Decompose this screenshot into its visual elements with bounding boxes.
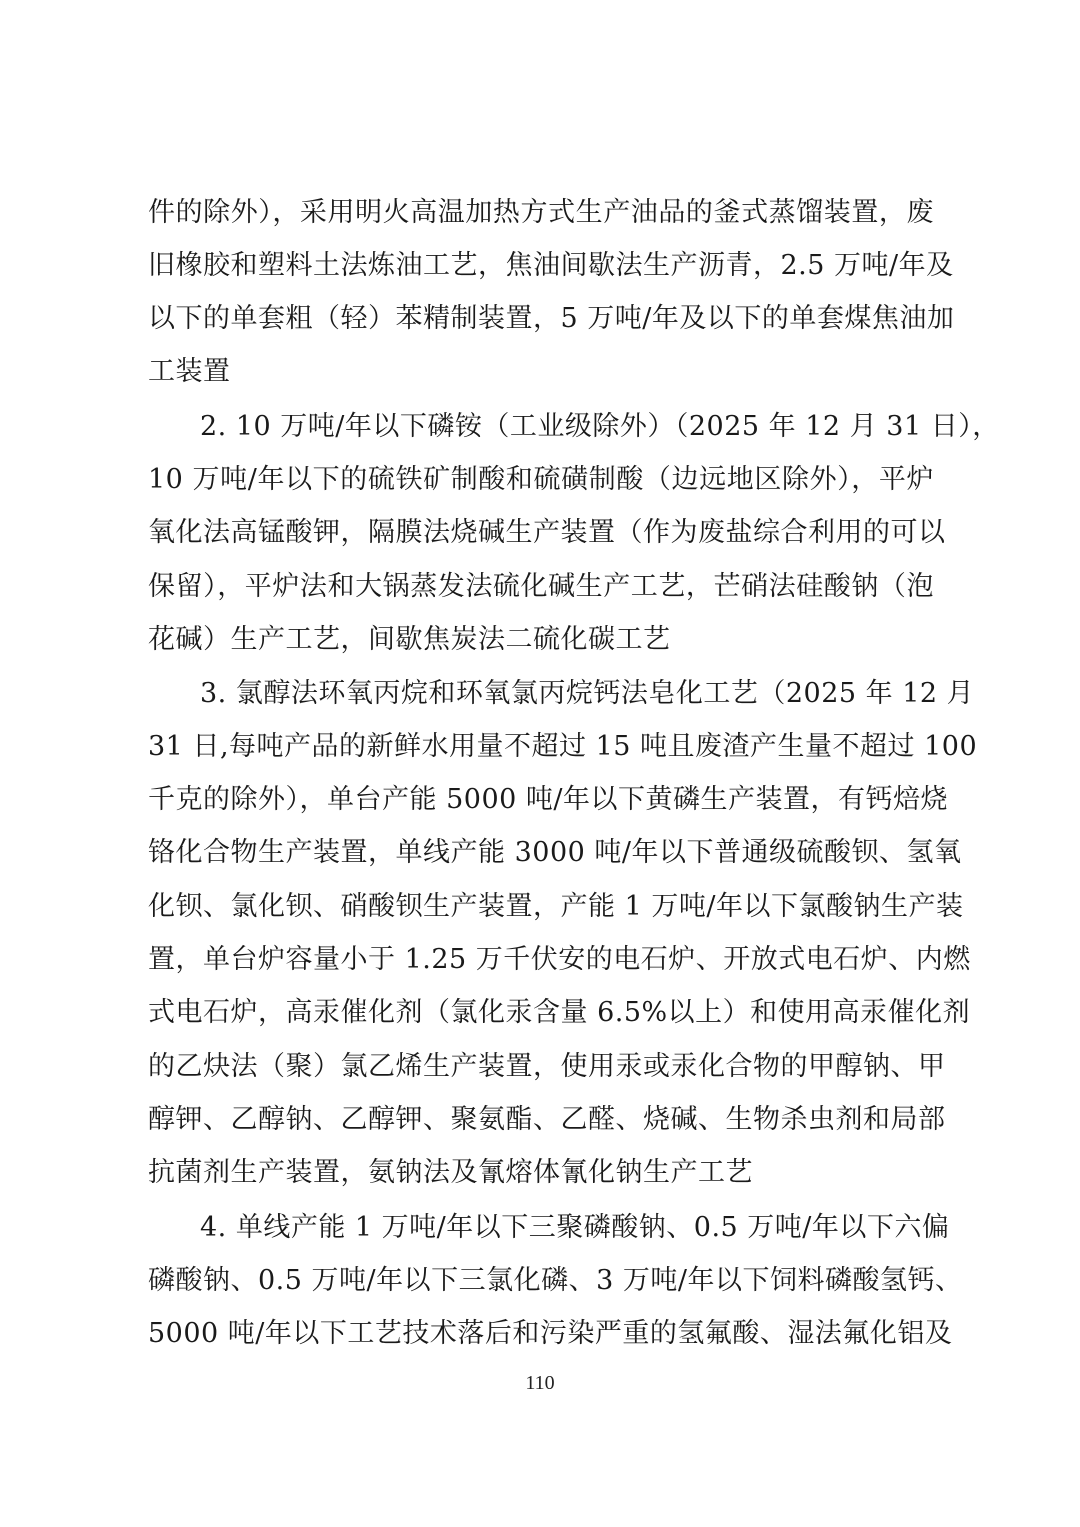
paragraph-start-line: 4. 单线产能 1 万吨/年以下三聚磷酸钠、0.5 万吨/年以下六偏 — [200, 1212, 950, 1243]
text-line: 5000 吨/年以下工艺技术落后和污染严重的氢氟酸、湿法氟化铝及 — [148, 1318, 953, 1349]
text-line: 式电石炉，高汞催化剂（氯化汞含量 6.5%以上）和使用高汞催化剂 — [148, 997, 971, 1028]
text-line: 10 万吨/年以下的硫铁矿制酸和硫磺制酸（边远地区除外），平炉 — [148, 464, 934, 495]
text-line: 保留），平炉法和大锅蒸发法硫化碱生产工艺，芒硝法硅酸钠（泡 — [148, 571, 934, 602]
text-line: 的乙炔法（聚）氯乙烯生产装置，使用汞或汞化合物的甲醇钠、甲 — [148, 1051, 946, 1082]
text-line: 氧化法高锰酸钾，隔膜法烧碱生产装置（作为废盐综合利用的可以 — [148, 517, 946, 548]
paragraph-start-line: 3. 氯醇法环氧丙烷和环氧氯丙烷钙法皂化工艺（2025 年 12 月 — [200, 678, 975, 709]
text-line: 置，单台炉容量小于 1.25 万千伏安的电石炉、开放式电石炉、内燃 — [148, 944, 971, 975]
text-line: 花碱）生产工艺，间歇焦炭法二硫化碳工艺 — [148, 624, 671, 655]
text-line: 以下的单套粗（轻）苯精制装置，5 万吨/年及以下的单套煤焦油加 — [148, 303, 955, 334]
text-line: 旧橡胶和塑料土法炼油工艺，焦油间歇法生产沥青，2.5 万吨/年及 — [148, 250, 954, 281]
text-line: 31 日,每吨产品的新鲜水用量不超过 15 吨且废渣产生量不超过 100 — [148, 731, 978, 762]
text-line: 件的除外），采用明火高温加热方式生产油品的釜式蒸馏装置，废 — [148, 197, 934, 228]
text-line: 工装置 — [148, 356, 231, 387]
text-line: 铬化合物生产装置，单线产能 3000 吨/年以下普通级硫酸钡、氢氧 — [148, 837, 962, 868]
text-line: 千克的除外），单台产能 5000 吨/年以下黄磷生产装置，有钙焙烧 — [148, 784, 948, 815]
text-line: 化钡、氯化钡、硝酸钡生产装置，产能 1 万吨/年以下氯酸钠生产装 — [148, 891, 964, 922]
text-line: 磷酸钠、0.5 万吨/年以下三氯化磷、3 万吨/年以下饲料磷酸氢钙、 — [148, 1265, 963, 1296]
page-number: 110 — [525, 1372, 555, 1394]
paragraph-start-line: 2. 10 万吨/年以下磷铵（工业级除外）（2025 年 12 月 31 日）， — [200, 411, 1000, 442]
text-line: 抗菌剂生产装置，氨钠法及氰熔体氰化钠生产工艺 — [148, 1157, 753, 1188]
text-line: 醇钾、乙醇钠、乙醇钾、聚氨酯、乙醛、烧碱、生物杀虫剂和局部 — [148, 1104, 946, 1135]
